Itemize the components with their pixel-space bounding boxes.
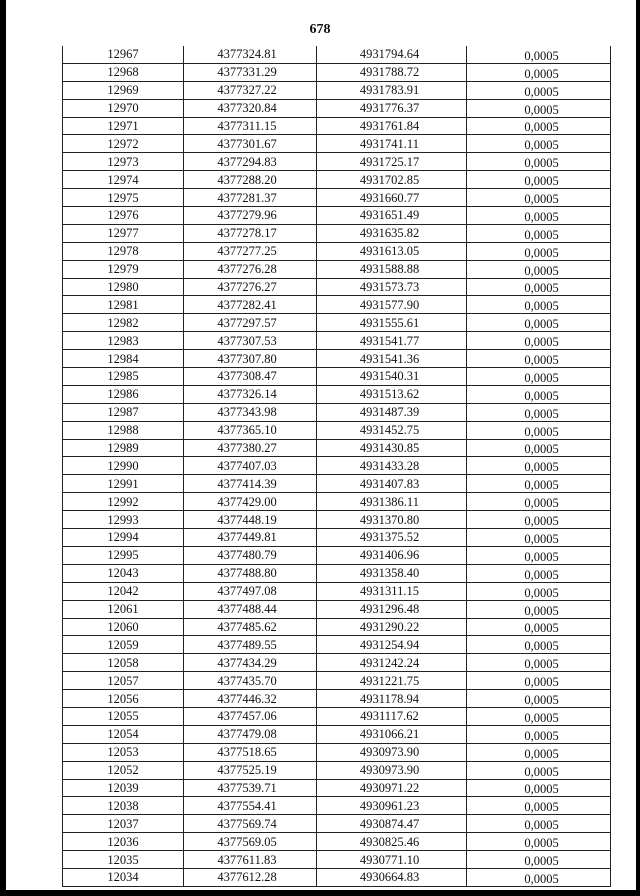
table-row bbox=[63, 725, 611, 743]
accuracy-cell: 0,0005 bbox=[467, 135, 611, 153]
x-coordinate-cell: 4377434.29 bbox=[184, 654, 317, 672]
accuracy-cell: 0,0005 bbox=[467, 618, 611, 636]
accuracy-cell: 0,0005 bbox=[467, 63, 611, 81]
accuracy-cell: 0,0005 bbox=[467, 81, 611, 99]
table-row bbox=[63, 260, 611, 278]
point-number-cell: 12056 bbox=[63, 690, 184, 708]
accuracy-cell: 0,0005 bbox=[467, 296, 611, 314]
x-coordinate-cell: 4377307.80 bbox=[184, 350, 317, 368]
y-coordinate-cell: 4931375.52 bbox=[317, 529, 467, 547]
y-coordinate-cell: 4931311.15 bbox=[317, 582, 467, 600]
accuracy-cell: 0,0005 bbox=[467, 385, 611, 403]
y-coordinate-cell: 4930973.90 bbox=[317, 743, 467, 761]
y-coordinate-cell: 4931573.73 bbox=[317, 278, 467, 296]
x-coordinate-cell: 4377489.55 bbox=[184, 636, 317, 654]
accuracy-cell: 0,0005 bbox=[467, 117, 611, 135]
table-row bbox=[63, 851, 611, 869]
table-row bbox=[63, 153, 611, 171]
y-coordinate-cell: 4931370.80 bbox=[317, 511, 467, 529]
x-coordinate-cell: 4377518.65 bbox=[184, 743, 317, 761]
table-row bbox=[63, 350, 611, 368]
coordinates-table bbox=[62, 46, 611, 887]
x-coordinate-cell: 4377311.15 bbox=[184, 117, 317, 135]
accuracy-cell: 0,0005 bbox=[467, 654, 611, 672]
table-row bbox=[63, 582, 611, 600]
x-coordinate-cell: 4377343.98 bbox=[184, 403, 317, 421]
table-row bbox=[63, 135, 611, 153]
x-coordinate-cell: 4377457.06 bbox=[184, 707, 317, 725]
point-number-cell: 12974 bbox=[63, 171, 184, 189]
point-number-cell: 12988 bbox=[63, 421, 184, 439]
table-row bbox=[63, 761, 611, 779]
point-number-cell: 12979 bbox=[63, 260, 184, 278]
accuracy-cell: 0,0005 bbox=[467, 672, 611, 690]
table-row bbox=[63, 690, 611, 708]
x-coordinate-cell: 4377479.08 bbox=[184, 725, 317, 743]
x-coordinate-cell: 4377448.19 bbox=[184, 511, 317, 529]
accuracy-cell: 0,0005 bbox=[467, 314, 611, 332]
x-coordinate-cell: 4377485.62 bbox=[184, 618, 317, 636]
table-row bbox=[63, 46, 611, 63]
accuracy-cell: 0,0005 bbox=[467, 153, 611, 171]
table-row bbox=[63, 672, 611, 690]
y-coordinate-cell: 4930961.23 bbox=[317, 797, 467, 815]
table-row bbox=[63, 385, 611, 403]
x-coordinate-cell: 4377611.83 bbox=[184, 851, 317, 869]
y-coordinate-cell: 4930825.46 bbox=[317, 833, 467, 851]
scan-border-left bbox=[0, 0, 6, 896]
x-coordinate-cell: 4377480.79 bbox=[184, 546, 317, 564]
x-coordinate-cell: 4377429.00 bbox=[184, 493, 317, 511]
accuracy-cell: 0,0005 bbox=[467, 707, 611, 725]
y-coordinate-cell: 4931513.62 bbox=[317, 385, 467, 403]
table-row bbox=[63, 815, 611, 833]
accuracy-cell: 0,0005 bbox=[467, 421, 611, 439]
accuracy-cell: 0,0005 bbox=[467, 493, 611, 511]
y-coordinate-cell: 4931613.05 bbox=[317, 242, 467, 260]
y-coordinate-cell: 4931776.37 bbox=[317, 99, 467, 117]
table-row bbox=[63, 368, 611, 386]
x-coordinate-cell: 4377488.80 bbox=[184, 564, 317, 582]
accuracy-cell: 0,0005 bbox=[467, 851, 611, 869]
y-coordinate-cell: 4931452.75 bbox=[317, 421, 467, 439]
point-number-cell: 12038 bbox=[63, 797, 184, 815]
y-coordinate-cell: 4931290.22 bbox=[317, 618, 467, 636]
y-coordinate-cell: 4931541.77 bbox=[317, 332, 467, 350]
table-row bbox=[63, 743, 611, 761]
table-row bbox=[63, 332, 611, 350]
table-row bbox=[63, 99, 611, 117]
accuracy-cell: 0,0005 bbox=[467, 99, 611, 117]
point-number-cell: 12035 bbox=[63, 851, 184, 869]
point-number-cell: 12985 bbox=[63, 368, 184, 386]
point-number-cell: 12976 bbox=[63, 207, 184, 225]
table-row bbox=[63, 564, 611, 582]
table-row bbox=[63, 81, 611, 99]
x-coordinate-cell: 4377414.39 bbox=[184, 475, 317, 493]
point-number-cell: 12991 bbox=[63, 475, 184, 493]
coordinates-table-body bbox=[63, 46, 611, 886]
x-coordinate-cell: 4377278.17 bbox=[184, 224, 317, 242]
accuracy-cell: 0,0005 bbox=[467, 457, 611, 475]
table-row bbox=[63, 493, 611, 511]
table-row bbox=[63, 833, 611, 851]
y-coordinate-cell: 4930971.22 bbox=[317, 779, 467, 797]
y-coordinate-cell: 4931242.24 bbox=[317, 654, 467, 672]
table-row bbox=[63, 439, 611, 457]
x-coordinate-cell: 4377294.83 bbox=[184, 153, 317, 171]
y-coordinate-cell: 4931588.88 bbox=[317, 260, 467, 278]
point-number-cell: 12980 bbox=[63, 278, 184, 296]
x-coordinate-cell: 4377525.19 bbox=[184, 761, 317, 779]
table-row bbox=[63, 242, 611, 260]
table-row bbox=[63, 117, 611, 135]
accuracy-cell: 0,0005 bbox=[467, 475, 611, 493]
point-number-cell: 12059 bbox=[63, 636, 184, 654]
point-number-cell: 12039 bbox=[63, 779, 184, 797]
point-number-cell: 12058 bbox=[63, 654, 184, 672]
y-coordinate-cell: 4931066.21 bbox=[317, 725, 467, 743]
scan-border-bottom bbox=[0, 890, 640, 896]
table-row bbox=[63, 296, 611, 314]
y-coordinate-cell: 4931555.61 bbox=[317, 314, 467, 332]
x-coordinate-cell: 4377327.22 bbox=[184, 81, 317, 99]
x-coordinate-cell: 4377497.08 bbox=[184, 582, 317, 600]
accuracy-cell: 0,0005 bbox=[467, 797, 611, 815]
accuracy-cell: 0,0005 bbox=[467, 815, 611, 833]
point-number-cell: 12054 bbox=[63, 725, 184, 743]
accuracy-cell: 0,0005 bbox=[467, 868, 611, 886]
y-coordinate-cell: 4931577.90 bbox=[317, 296, 467, 314]
table-row bbox=[63, 421, 611, 439]
x-coordinate-cell: 4377301.67 bbox=[184, 135, 317, 153]
x-coordinate-cell: 4377288.20 bbox=[184, 171, 317, 189]
y-coordinate-cell: 4931660.77 bbox=[317, 189, 467, 207]
accuracy-cell: 0,0005 bbox=[467, 529, 611, 547]
point-number-cell: 12042 bbox=[63, 582, 184, 600]
point-number-cell: 12057 bbox=[63, 672, 184, 690]
accuracy-cell: 0,0005 bbox=[467, 350, 611, 368]
y-coordinate-cell: 4931702.85 bbox=[317, 171, 467, 189]
x-coordinate-cell: 4377365.10 bbox=[184, 421, 317, 439]
y-coordinate-cell: 4931178.94 bbox=[317, 690, 467, 708]
y-coordinate-cell: 4931221.75 bbox=[317, 672, 467, 690]
table-row bbox=[63, 475, 611, 493]
y-coordinate-cell: 4931783.91 bbox=[317, 81, 467, 99]
table-row bbox=[63, 707, 611, 725]
table-row bbox=[63, 529, 611, 547]
y-coordinate-cell: 4931741.11 bbox=[317, 135, 467, 153]
point-number-cell: 12975 bbox=[63, 189, 184, 207]
y-coordinate-cell: 4931407.83 bbox=[317, 475, 467, 493]
accuracy-cell: 0,0005 bbox=[467, 582, 611, 600]
x-coordinate-cell: 4377279.96 bbox=[184, 207, 317, 225]
accuracy-cell: 0,0005 bbox=[467, 546, 611, 564]
x-coordinate-cell: 4377488.44 bbox=[184, 600, 317, 618]
y-coordinate-cell: 4931651.49 bbox=[317, 207, 467, 225]
y-coordinate-cell: 4931358.40 bbox=[317, 564, 467, 582]
y-coordinate-cell: 4930973.90 bbox=[317, 761, 467, 779]
accuracy-cell: 0,0005 bbox=[467, 511, 611, 529]
accuracy-cell: 0,0005 bbox=[467, 260, 611, 278]
accuracy-cell: 0,0005 bbox=[467, 332, 611, 350]
point-number-cell: 12968 bbox=[63, 63, 184, 81]
point-number-cell: 12037 bbox=[63, 815, 184, 833]
x-coordinate-cell: 4377281.37 bbox=[184, 189, 317, 207]
point-number-cell: 12993 bbox=[63, 511, 184, 529]
table-row bbox=[63, 278, 611, 296]
accuracy-cell: 0,0005 bbox=[467, 833, 611, 851]
x-coordinate-cell: 4377308.47 bbox=[184, 368, 317, 386]
accuracy-cell: 0,0005 bbox=[467, 564, 611, 582]
point-number-cell: 12984 bbox=[63, 350, 184, 368]
accuracy-cell: 0,0005 bbox=[467, 600, 611, 618]
point-number-cell: 12970 bbox=[63, 99, 184, 117]
accuracy-cell: 0,0005 bbox=[467, 242, 611, 260]
table-row bbox=[63, 546, 611, 564]
x-coordinate-cell: 4377446.32 bbox=[184, 690, 317, 708]
x-coordinate-cell: 4377569.05 bbox=[184, 833, 317, 851]
y-coordinate-cell: 4930771.10 bbox=[317, 851, 467, 869]
scan-border-right bbox=[636, 0, 640, 896]
y-coordinate-cell: 4931296.48 bbox=[317, 600, 467, 618]
accuracy-cell: 0,0005 bbox=[467, 46, 611, 63]
table-row bbox=[63, 600, 611, 618]
point-number-cell: 12972 bbox=[63, 135, 184, 153]
table-row bbox=[63, 511, 611, 529]
point-number-cell: 12034 bbox=[63, 868, 184, 886]
x-coordinate-cell: 4377612.28 bbox=[184, 868, 317, 886]
x-coordinate-cell: 4377407.03 bbox=[184, 457, 317, 475]
x-coordinate-cell: 4377297.57 bbox=[184, 314, 317, 332]
point-number-cell: 12055 bbox=[63, 707, 184, 725]
table-row bbox=[63, 868, 611, 886]
point-number-cell: 12043 bbox=[63, 564, 184, 582]
y-coordinate-cell: 4931487.39 bbox=[317, 403, 467, 421]
y-coordinate-cell: 4931541.36 bbox=[317, 350, 467, 368]
y-coordinate-cell: 4931254.94 bbox=[317, 636, 467, 654]
table-row bbox=[63, 403, 611, 421]
x-coordinate-cell: 4377276.28 bbox=[184, 260, 317, 278]
table-row bbox=[63, 636, 611, 654]
x-coordinate-cell: 4377326.14 bbox=[184, 385, 317, 403]
x-coordinate-cell: 4377449.81 bbox=[184, 529, 317, 547]
x-coordinate-cell: 4377435.70 bbox=[184, 672, 317, 690]
point-number-cell: 12969 bbox=[63, 81, 184, 99]
x-coordinate-cell: 4377282.41 bbox=[184, 296, 317, 314]
point-number-cell: 12978 bbox=[63, 242, 184, 260]
accuracy-cell: 0,0005 bbox=[467, 403, 611, 421]
accuracy-cell: 0,0005 bbox=[467, 368, 611, 386]
accuracy-cell: 0,0005 bbox=[467, 207, 611, 225]
x-coordinate-cell: 4377554.41 bbox=[184, 797, 317, 815]
accuracy-cell: 0,0005 bbox=[467, 636, 611, 654]
table-row bbox=[63, 797, 611, 815]
y-coordinate-cell: 4931433.28 bbox=[317, 457, 467, 475]
y-coordinate-cell: 4931540.31 bbox=[317, 368, 467, 386]
accuracy-cell: 0,0005 bbox=[467, 743, 611, 761]
x-coordinate-cell: 4377539.71 bbox=[184, 779, 317, 797]
point-number-cell: 12967 bbox=[63, 46, 184, 63]
y-coordinate-cell: 4931430.85 bbox=[317, 439, 467, 457]
accuracy-cell: 0,0005 bbox=[467, 779, 611, 797]
point-number-cell: 12052 bbox=[63, 761, 184, 779]
point-number-cell: 12977 bbox=[63, 224, 184, 242]
point-number-cell: 12981 bbox=[63, 296, 184, 314]
accuracy-cell: 0,0005 bbox=[467, 761, 611, 779]
table-row bbox=[63, 314, 611, 332]
point-number-cell: 12973 bbox=[63, 153, 184, 171]
table-row bbox=[63, 189, 611, 207]
y-coordinate-cell: 4931117.62 bbox=[317, 707, 467, 725]
accuracy-cell: 0,0005 bbox=[467, 725, 611, 743]
page-number: 678 bbox=[309, 22, 331, 37]
y-coordinate-cell: 4931788.72 bbox=[317, 63, 467, 81]
point-number-cell: 12990 bbox=[63, 457, 184, 475]
y-coordinate-cell: 4931386.11 bbox=[317, 493, 467, 511]
point-number-cell: 12061 bbox=[63, 600, 184, 618]
x-coordinate-cell: 4377307.53 bbox=[184, 332, 317, 350]
point-number-cell: 12987 bbox=[63, 403, 184, 421]
y-coordinate-cell: 4930664.83 bbox=[317, 868, 467, 886]
point-number-cell: 12060 bbox=[63, 618, 184, 636]
accuracy-cell: 0,0005 bbox=[467, 278, 611, 296]
point-number-cell: 12995 bbox=[63, 546, 184, 564]
x-coordinate-cell: 4377380.27 bbox=[184, 439, 317, 457]
x-coordinate-cell: 4377320.84 bbox=[184, 99, 317, 117]
point-number-cell: 12982 bbox=[63, 314, 184, 332]
point-number-cell: 12036 bbox=[63, 833, 184, 851]
y-coordinate-cell: 4931794.64 bbox=[317, 46, 467, 63]
point-number-cell: 12971 bbox=[63, 117, 184, 135]
accuracy-cell: 0,0005 bbox=[467, 439, 611, 457]
point-number-cell: 12053 bbox=[63, 743, 184, 761]
point-number-cell: 12992 bbox=[63, 493, 184, 511]
x-coordinate-cell: 4377324.81 bbox=[184, 46, 317, 63]
x-coordinate-cell: 4377276.27 bbox=[184, 278, 317, 296]
table-row bbox=[63, 224, 611, 242]
point-number-cell: 12986 bbox=[63, 385, 184, 403]
x-coordinate-cell: 4377331.29 bbox=[184, 63, 317, 81]
accuracy-cell: 0,0005 bbox=[467, 690, 611, 708]
y-coordinate-cell: 4931406.96 bbox=[317, 546, 467, 564]
table-row bbox=[63, 207, 611, 225]
y-coordinate-cell: 4931761.84 bbox=[317, 117, 467, 135]
table-row bbox=[63, 618, 611, 636]
y-coordinate-cell: 4931635.82 bbox=[317, 224, 467, 242]
x-coordinate-cell: 4377277.25 bbox=[184, 242, 317, 260]
accuracy-cell: 0,0005 bbox=[467, 171, 611, 189]
point-number-cell: 12983 bbox=[63, 332, 184, 350]
table-row bbox=[63, 779, 611, 797]
accuracy-cell: 0,0005 bbox=[467, 189, 611, 207]
y-coordinate-cell: 4931725.17 bbox=[317, 153, 467, 171]
table-row bbox=[63, 63, 611, 81]
y-coordinate-cell: 4930874.47 bbox=[317, 815, 467, 833]
accuracy-cell: 0,0005 bbox=[467, 224, 611, 242]
point-number-cell: 12989 bbox=[63, 439, 184, 457]
table-row bbox=[63, 654, 611, 672]
table-row bbox=[63, 457, 611, 475]
x-coordinate-cell: 4377569.74 bbox=[184, 815, 317, 833]
point-number-cell: 12994 bbox=[63, 529, 184, 547]
table-row bbox=[63, 171, 611, 189]
